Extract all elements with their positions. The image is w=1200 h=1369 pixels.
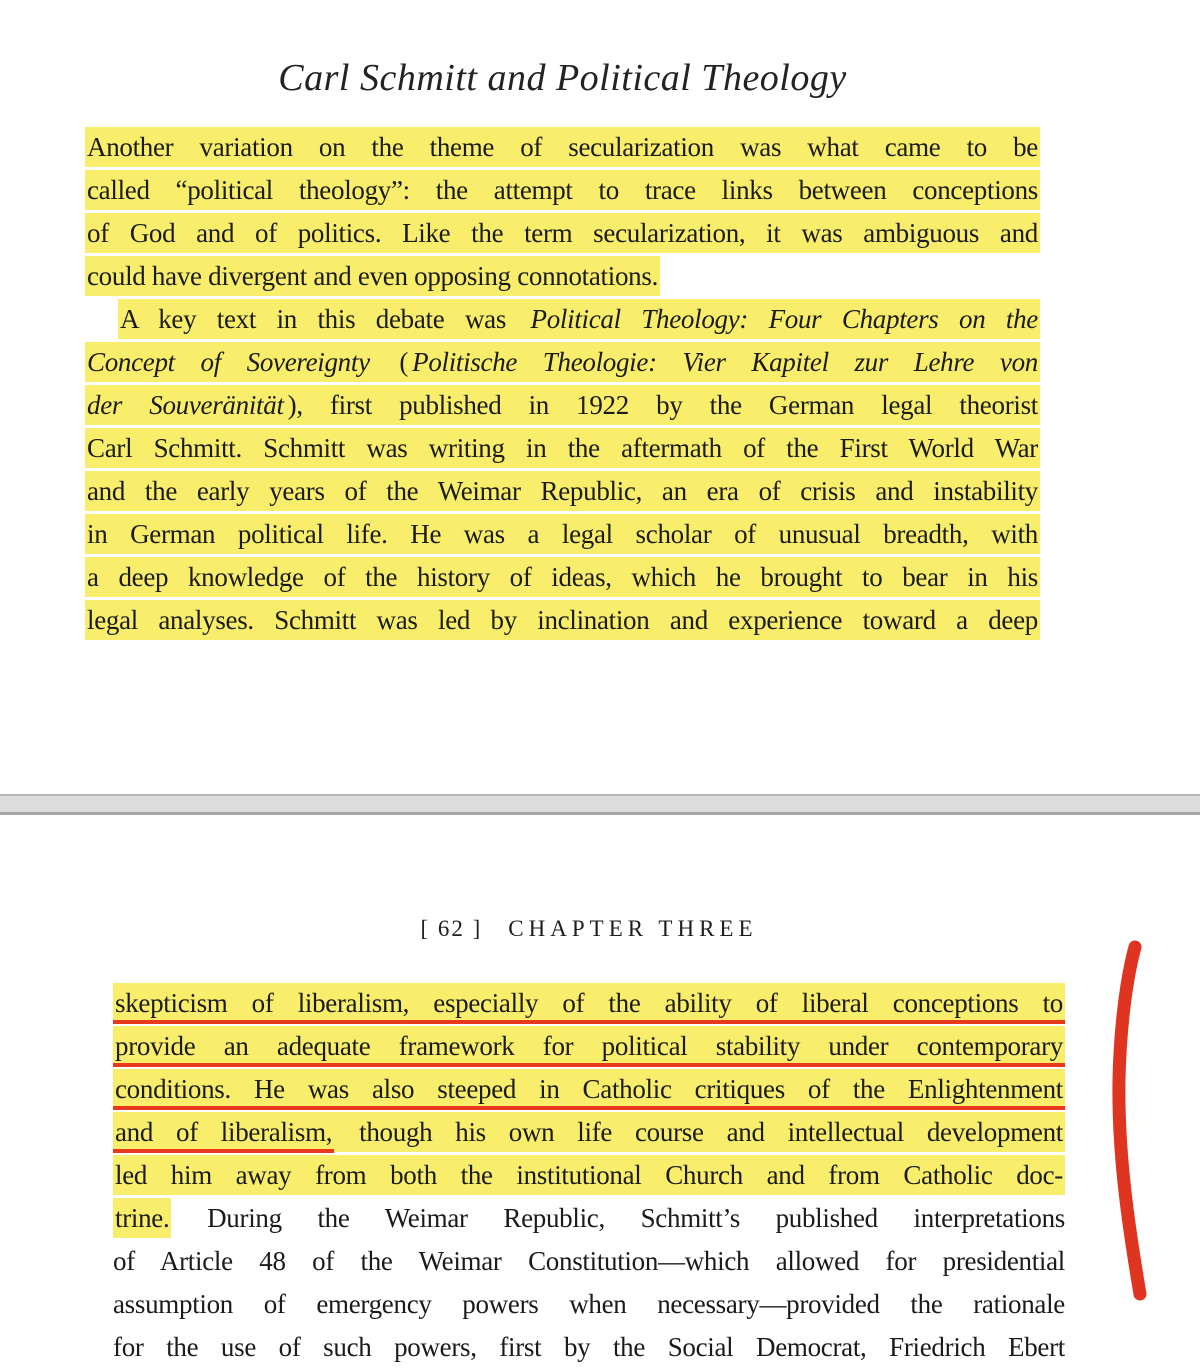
red-margin-stroke	[1102, 938, 1162, 1308]
text-line	[85, 341, 1040, 384]
text-line	[85, 599, 1040, 642]
text-segment: for the use of such powers, first by the Social Democrat, Friedrich Ebert	[113, 1332, 1065, 1362]
highlighted-text: A key text in this debate was	[118, 299, 529, 339]
page-number: [ 62 ]	[420, 916, 483, 941]
text-line	[113, 1025, 1065, 1068]
highlighted-text: of God and of politics. Like the term secularization, it was ambiguous and	[85, 213, 1040, 253]
text-line	[85, 384, 1040, 427]
page-title: Carl Schmitt and Political Theology	[278, 57, 847, 99]
text-line	[85, 427, 1040, 470]
highlighted-text: could have divergent and even opposing connotations.	[85, 256, 660, 296]
text-line	[85, 126, 1040, 169]
text-line	[113, 1111, 1065, 1154]
text-line	[85, 556, 1040, 599]
highlighted-text: Another variation on the theme of secularization was what came to be	[85, 127, 1040, 167]
underlined-highlighted-text: provide an adequate framework for political stability under contemporary	[113, 1026, 1065, 1067]
text-line	[113, 1326, 1065, 1369]
text-line	[85, 169, 1040, 212]
text-line	[113, 982, 1065, 1025]
text-line	[85, 255, 1040, 298]
highlighted-text: in German political life. He was a legal scholar of unusual breadth, with	[85, 514, 1040, 554]
highlighted-text: Concept of Sovereignty	[85, 342, 372, 382]
text-line	[113, 1283, 1065, 1326]
highlighted-text: Carl Schmitt. Schmitt was writing in the aftermath of the First World War	[85, 428, 1040, 468]
highlighted-text: called “political theology”: the attempt to trace links between conceptions	[85, 170, 1040, 210]
text-line	[113, 1240, 1065, 1283]
text-segment: of Article 48 of the Weimar Constitution—which allowed for presidential	[113, 1246, 1065, 1276]
highlighted-text: Political Theology: Four Chapters on the	[529, 299, 1040, 339]
highlighted-text: and the early years of the Weimar Republic, an era of crisis and instability	[85, 471, 1040, 511]
text-line	[113, 1197, 1065, 1240]
highlighted-text: though his own life course and intellectual development	[334, 1112, 1065, 1152]
underlined-highlighted-text: skepticism of liberalism, especially of the ability of liberal conceptions to	[113, 983, 1065, 1024]
highlighted-text: ), first published in 1922 by the German legal theorist	[286, 385, 1040, 425]
highlighted-text: der Souveränität	[85, 385, 286, 425]
text-line	[113, 1068, 1065, 1111]
text-segment: assumption of emergency powers when necessary—provided the rationale	[113, 1289, 1065, 1319]
paragraph-key-text	[85, 298, 1040, 642]
paragraph-secularization	[85, 126, 1040, 298]
text-segment: During the Weimar Republic, Schmitt’s published interpretations	[171, 1203, 1065, 1233]
highlighted-text: a deep knowledge of the history of ideas, which he brought to bear in his	[85, 557, 1040, 597]
paragraph-skepticism	[113, 982, 1065, 1369]
highlighted-text: legal analyses. Schmitt was led by inclination and experience toward a deep	[85, 600, 1040, 640]
chapter-header	[113, 916, 1065, 942]
highlighted-text: trine.	[113, 1198, 171, 1238]
highlighted-text: (	[372, 342, 410, 382]
page-break-separator	[0, 794, 1200, 815]
chapter-title: CHAPTER THREE	[508, 916, 758, 941]
text-line	[85, 212, 1040, 255]
text-line	[113, 1154, 1065, 1197]
text-line	[85, 513, 1040, 556]
underlined-highlighted-text: and of liberalism,	[113, 1112, 334, 1153]
highlighted-text: led him away from both the institutional Church and from Catholic doc-	[113, 1155, 1065, 1195]
text-line	[85, 470, 1040, 513]
highlighted-text: Politische Theologie: Vier Kapitel zur Lehre von	[410, 342, 1040, 382]
underlined-highlighted-text: conditions. He was also steeped in Catholic critiques of the Enlightenment	[113, 1069, 1065, 1110]
text-line	[85, 298, 1040, 341]
